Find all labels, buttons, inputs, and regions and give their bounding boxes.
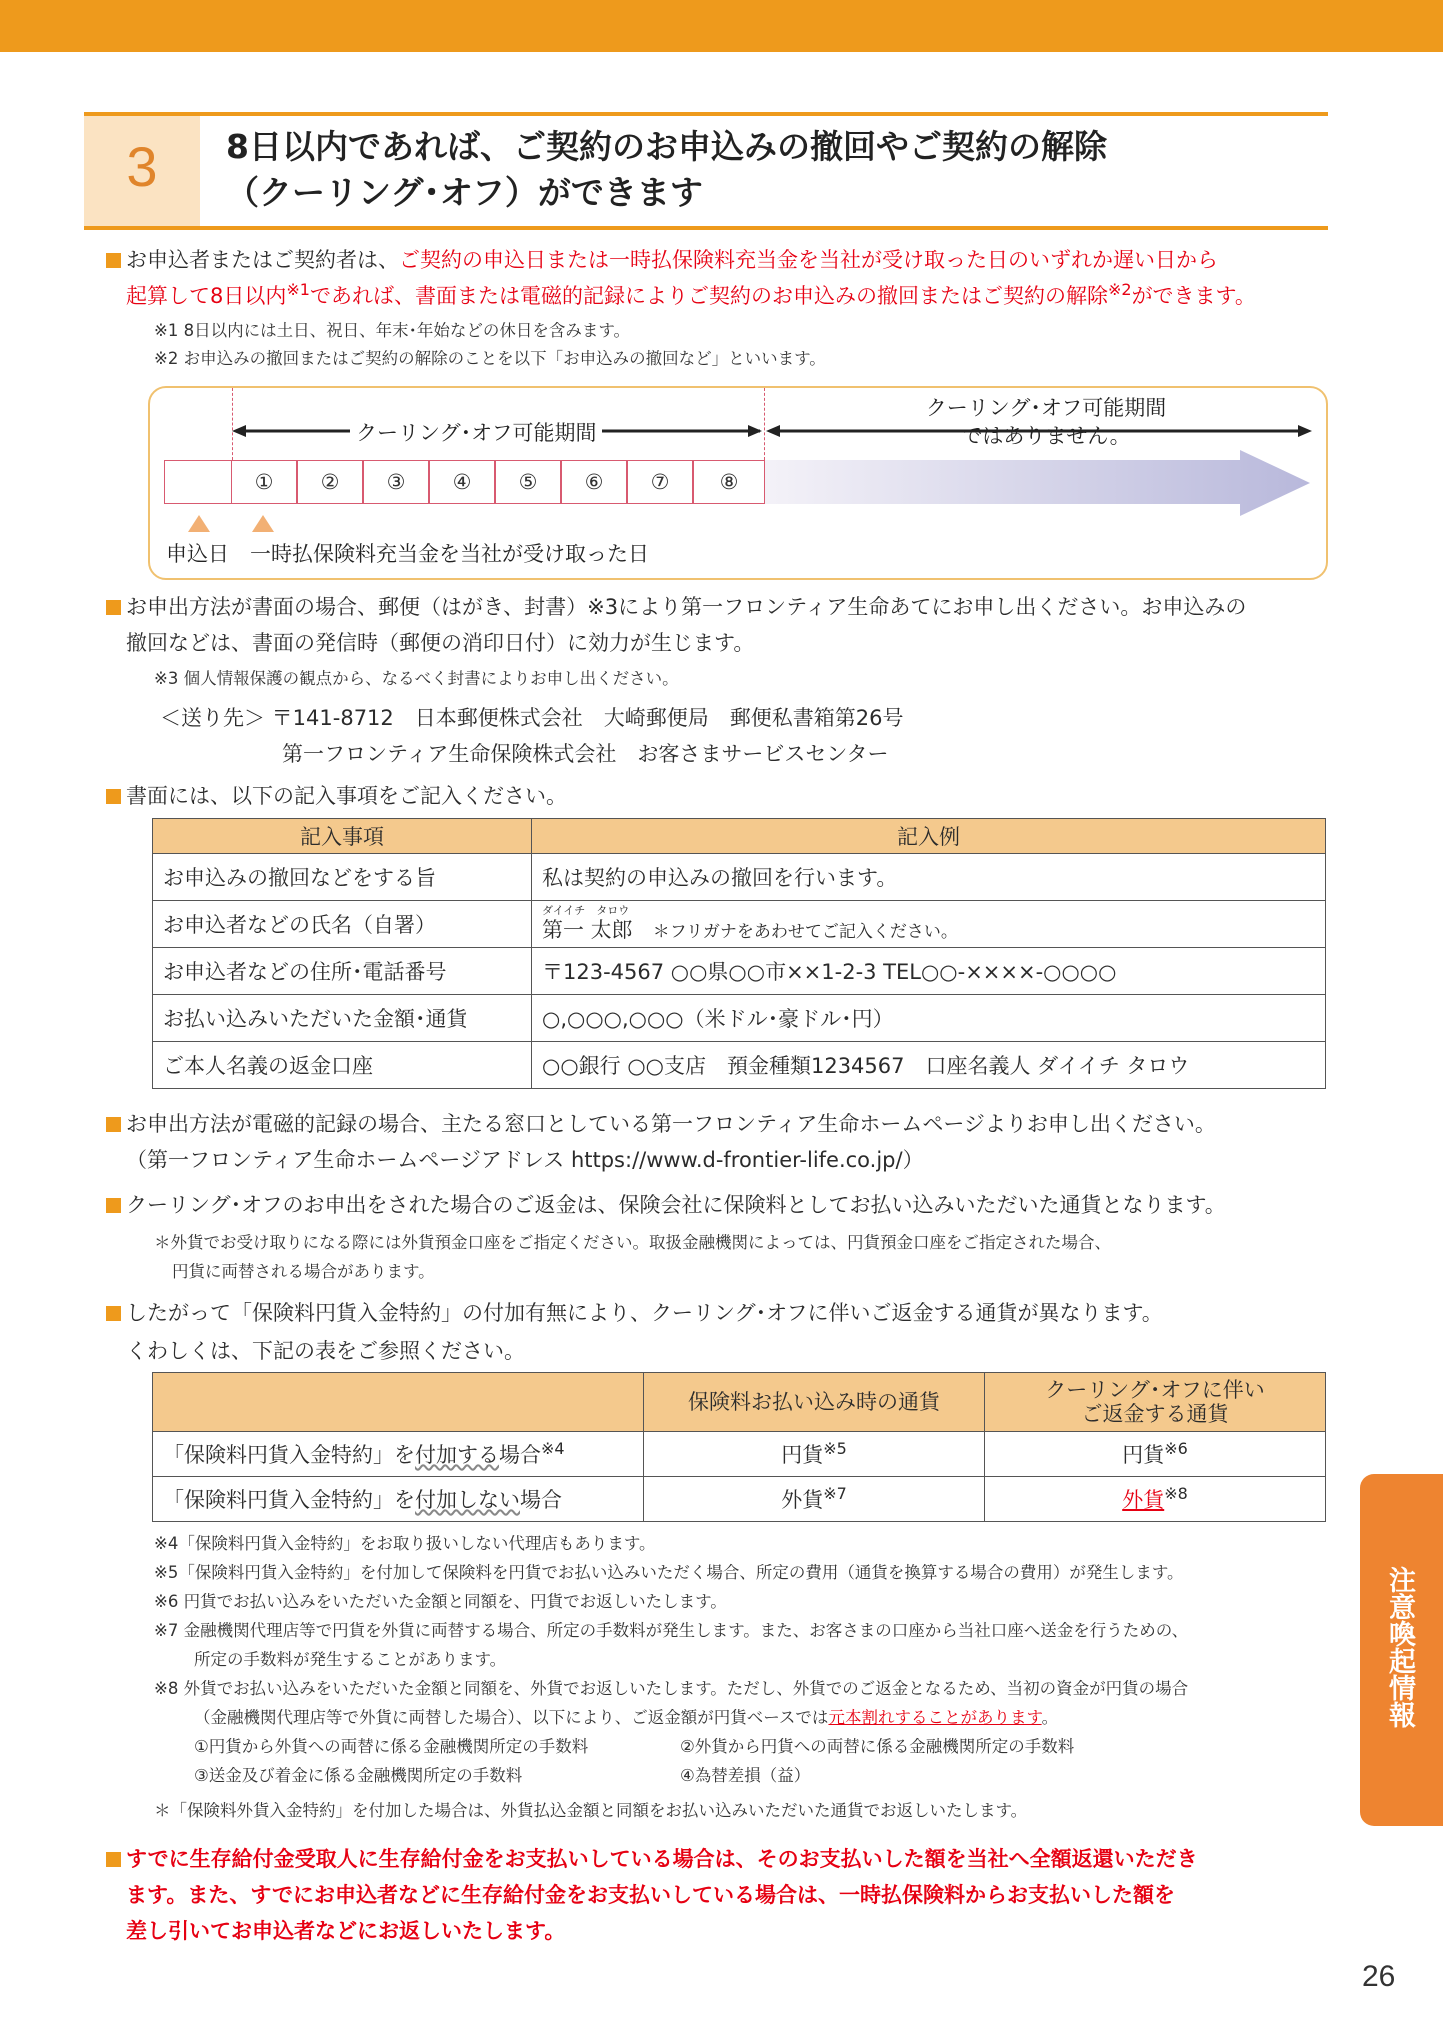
sample-name: 第一 太郎 [542, 918, 633, 942]
currency-pay-cell [644, 1477, 985, 1522]
note-2: ※2 お申込みの撤回またはご契約の解除のことを以下「お申込みの撤回など」といいます。 [154, 349, 826, 368]
entry-item: お申込みの撤回などをする旨 [153, 854, 532, 901]
table-row [153, 854, 1326, 901]
apply-marker-icon [188, 515, 210, 532]
note-ref-6: ※6 [1164, 1439, 1188, 1458]
receive-day-label: 一時払保険料充当金を当社が受け取った日 [250, 542, 649, 566]
footnote-8-item1: ①円貨から外貨への両替に係る金融機関所定の手数料 [194, 1737, 589, 1756]
entry-item: お払い込みいただいた金額･通貨 [153, 995, 532, 1042]
side-tab-label: 注意喚起情報 [1384, 1566, 1415, 1728]
apply-day-label: 申込日 [166, 542, 229, 566]
footnote-8-item2: ②外貨から円貨への両替に係る金融機関所定の手数料 [680, 1737, 1075, 1756]
currency-line2: くわしくは、下記の表をご参照ください。 [126, 1339, 525, 1363]
entry-col-example: 記入例 [532, 819, 1326, 854]
not-period-label [890, 394, 1202, 450]
footnotes [154, 1529, 1188, 1825]
footnote-6: ※6 円貨でお払い込みをいただいた金額と同額を、円貨でお返しいたします。 [154, 1592, 727, 1611]
currency-col-pay: 保険料お払い込み時の通貨 [644, 1373, 985, 1432]
entry-example: 私は契約の申込みの撤回を行います。 [532, 854, 1326, 901]
bullet-square-icon [106, 1198, 121, 1213]
table-row [153, 1432, 1326, 1477]
currency-line1: したがって「保険料円貨入金特約」の付加有無により、クーリング･オフに伴いご返金する通貨が異なります。 [126, 1301, 1163, 1325]
entry-example: 〒123-4567 ○○県○○市××1-2-3 TEL○○-××××-○○○○ [532, 948, 1326, 995]
note-ref-1: ※1 [286, 280, 310, 299]
bullet-square-icon [106, 600, 121, 615]
bullet-square-icon [106, 1852, 121, 1867]
section-title-line1: 8日以内であれば、ご契約のお申込みの撤回やご契約の解除 [226, 127, 1107, 166]
label-part: 「保険料円貨入金特約」を [163, 1443, 415, 1467]
intro-highlight: ご契約の申込日または一時払保険料充当金を当社が受け取った日のいずれか遅い日から [399, 248, 1218, 272]
heading-rule-bottom [84, 226, 1328, 230]
heading-rule-top [84, 112, 1328, 116]
pay-value: 円貨 [781, 1443, 824, 1467]
intro-highlight-4: ができます。 [1131, 284, 1256, 308]
entry-item: お申込者などの住所･電話番号 [153, 948, 532, 995]
entry-col-item: 記入事項 [153, 819, 532, 854]
note-ref-2: ※2 [1107, 280, 1132, 299]
refund-value: 円貨 [1122, 1443, 1165, 1467]
label-part: 「保険料円貨入金特約」を [163, 1488, 415, 1512]
pay-value: 外貨 [781, 1488, 824, 1512]
paper-method-line2: 撤回などは、書面の発信時（郵便の消印日付）に効力が生じます。 [126, 631, 755, 655]
not-period-arrow-left-icon [766, 425, 780, 437]
address-line2: 第一フロンティア生命保険株式会社 お客さまサービスセンター [282, 742, 889, 766]
electronic-paragraph [126, 1106, 1216, 1178]
footnote-7a: ※7 金融機関代理店等で円貨を外貨に両替する場合、所定の手数料が発生します。また、お客さまの口座から当社口座へ送金を行うための、 [154, 1621, 1189, 1640]
survival-paragraph [126, 1841, 1198, 1949]
not-period-line1: クーリング･オフ可能期間 [925, 396, 1167, 420]
section-heading [84, 112, 1328, 230]
period-arrow-left-icon [232, 425, 246, 437]
survival-line3: 差し引いてお申込者などにお返しいたします。 [126, 1919, 566, 1943]
receive-marker-icon [252, 515, 274, 532]
section-number-box [84, 116, 200, 226]
furigana: ダイイチ タロウ [542, 904, 630, 917]
section-title [226, 124, 1107, 216]
note-ref-5: ※5 [823, 1439, 847, 1458]
currency-col-refund-line1: クーリング･オフに伴い [1045, 1378, 1265, 1402]
table-row [153, 948, 1326, 995]
footnote-8b-end: 。 [1041, 1708, 1059, 1727]
day-cell: ⑤ [495, 460, 561, 504]
currency-col-refund-line2: ご返金する通貨 [1081, 1402, 1229, 1426]
label-part: 場合 [520, 1488, 562, 1512]
entry-example: ○○銀行 ○○支店 預金種類1234567 口座名義人 ダイイチ タロウ [532, 1042, 1326, 1089]
intro-paragraph [126, 242, 1256, 314]
not-period-arrow [764, 450, 1310, 516]
note-ref-8: ※8 [1164, 1484, 1188, 1503]
currency-row-label [153, 1432, 644, 1477]
table-row [153, 901, 1326, 948]
footnote-7b: 所定の手数料が発生することがあります。 [194, 1650, 507, 1669]
day-cell: ④ [429, 460, 495, 504]
day-cell: ⑦ [627, 460, 693, 504]
period-arrow-right-icon [748, 425, 762, 437]
survival-line1: すでに生存給付金受取人に生存給付金をお支払いしている場合は、そのお支払いした額を当社へ全額返還いただき [126, 1847, 1198, 1871]
page-number: 26 [1362, 1960, 1396, 1993]
entry-item: ご本人名義の返金口座 [153, 1042, 532, 1089]
side-tab[interactable] [1360, 1474, 1443, 1826]
cooling-off-timeline [148, 386, 1328, 580]
currency-table [152, 1372, 1326, 1522]
top-color-bar [0, 0, 1443, 52]
currency-refund-cell [985, 1432, 1326, 1477]
footnote-5: ※5「保険料円貨入金特約」を付加して保険料を円貨でお払い込みいただく場合、所定の費用（通貨を換算する場合の費用）が発生します。 [154, 1563, 1184, 1582]
day-cell: ② [297, 460, 363, 504]
currency-pay-cell [644, 1432, 985, 1477]
bullet-square-icon [106, 789, 121, 804]
entry-heading [126, 778, 567, 814]
end-dash [764, 388, 765, 460]
currency-refund-cell [985, 1477, 1326, 1522]
period-label: クーリング･オフ可能期間 [350, 417, 602, 447]
currency-col-empty [153, 1373, 644, 1432]
survival-line2: ます。また、すでにお申込者などに生存給付金をお支払いしている場合は、一時払保険料からお支払いした額を [126, 1883, 1175, 1907]
currency-row-label [153, 1477, 644, 1522]
not-period-line2: ではありません。 [961, 424, 1131, 448]
apply-day-cell [164, 460, 232, 504]
electronic-line1: お申出方法が電磁的記録の場合、主たる窓口としている第一フロンティア生命ホームページよりお申し出ください。 [126, 1112, 1216, 1136]
furigana-note: ＊フリガナをあわせてご記入ください。 [652, 922, 958, 942]
bullet-square-icon [106, 1117, 121, 1132]
refund-note-b: 円貨に両替される場合があります。 [172, 1262, 435, 1281]
table-row [153, 995, 1326, 1042]
not-period-arrow-right-icon [1298, 425, 1312, 437]
day-cell: ⑥ [561, 460, 627, 504]
table-row [153, 1042, 1326, 1089]
currency-paragraph [126, 1295, 1163, 1369]
start-dash [232, 388, 233, 460]
intro-highlight-2: 起算して8日以内 [126, 284, 287, 308]
note-3: ※3 個人情報保護の観点から、なるべく封書によりお申し出ください。 [154, 669, 679, 688]
currency-col-refund [985, 1373, 1326, 1432]
day-cell: ① [231, 460, 297, 504]
label-emph: 付加しない [415, 1488, 520, 1512]
intro-text: お申込者またはご契約者は、 [126, 248, 399, 272]
note-ref-4: ※4 [541, 1439, 565, 1458]
footnote-4: ※4「保険料円貨入金特約」をお取り扱いしない代理店もあります。 [154, 1534, 656, 1553]
footnote-8-warning: 元本割れすることがあります [828, 1708, 1042, 1727]
note-ref-7: ※7 [823, 1484, 847, 1503]
bullet-square-icon [106, 1306, 121, 1321]
entry-heading-text: 書面には、以下の記入事項をご記入ください。 [126, 784, 567, 808]
table-row [153, 1477, 1326, 1522]
refund-paragraph [126, 1187, 1226, 1223]
refund-line1: クーリング･オフのお申出をされた場合のご返金は、保険会社に保険料としてお払い込みいただいた通貨となります。 [126, 1193, 1226, 1217]
entry-example: ○,○○○,○○○（米ドル･豪ドル･円） [532, 995, 1326, 1042]
intro-highlight-3: であれば、書面または電磁的記録によりご契約のお申込みの撤回またはご契約の解除 [309, 284, 1108, 308]
entry-table [152, 818, 1326, 1089]
footnote-8a: ※8 外貨でお払い込みをいただいた金額と同額を、外貨でお返しいたします。ただし、外貨でのご返金となるため、当初の資金が円貨の場合 [154, 1679, 1189, 1698]
label-emph: 付加する [415, 1443, 499, 1467]
footnote-8-item3: ③送金及び着金に係る金融機関所定の手数料 [194, 1766, 523, 1785]
section-number: 3 [126, 135, 158, 198]
address-line1: ＜送り先＞ 〒141-8712 日本郵便株式会社 大崎郵便局 郵便私書箱第26号 [160, 706, 904, 730]
footnote-star: ＊「保険料外貨入金特約」を付加した場合は、外貨払込金額と同額をお払い込みいただいた通貨でお返しいたします。 [154, 1801, 1028, 1820]
refund-note-a: ＊外貨でお受け取りになる際には外貨預金口座をご指定ください。取扱金融機関によっては、円貨預金口座をご指定された場合、 [154, 1233, 1111, 1252]
footnote-8b: （金融機関代理店等で外貨に両替した場合）、以下により、ご返金額が円貨ベースでは [194, 1708, 829, 1727]
day-cell: ⑧ [693, 460, 765, 504]
entry-item: お申込者などの氏名（自署） [153, 901, 532, 948]
note-1: ※1 8日以内には土日、祝日、年末･年始などの休日を含みます。 [154, 321, 630, 340]
day-cell: ③ [363, 460, 429, 504]
label-part: 場合 [499, 1443, 541, 1467]
paper-method-line1: お申出方法が書面の場合、郵便（はがき、封書）※3により第一フロンティア生命あてにお申し出ください。お申込みの [126, 595, 1247, 619]
electronic-line2: （第一フロンティア生命ホームページアドレス https://www.d-frontier-life.co.jp/） [126, 1148, 924, 1172]
entry-example [532, 901, 1326, 948]
paper-method-paragraph [126, 589, 1246, 661]
footnote-8-item4: ④為替差損（益） [680, 1766, 811, 1785]
section-title-line2: （クーリング･オフ）ができます [226, 173, 703, 212]
bullet-square-icon [106, 253, 121, 268]
refund-value-warning: 外貨 [1122, 1488, 1165, 1512]
